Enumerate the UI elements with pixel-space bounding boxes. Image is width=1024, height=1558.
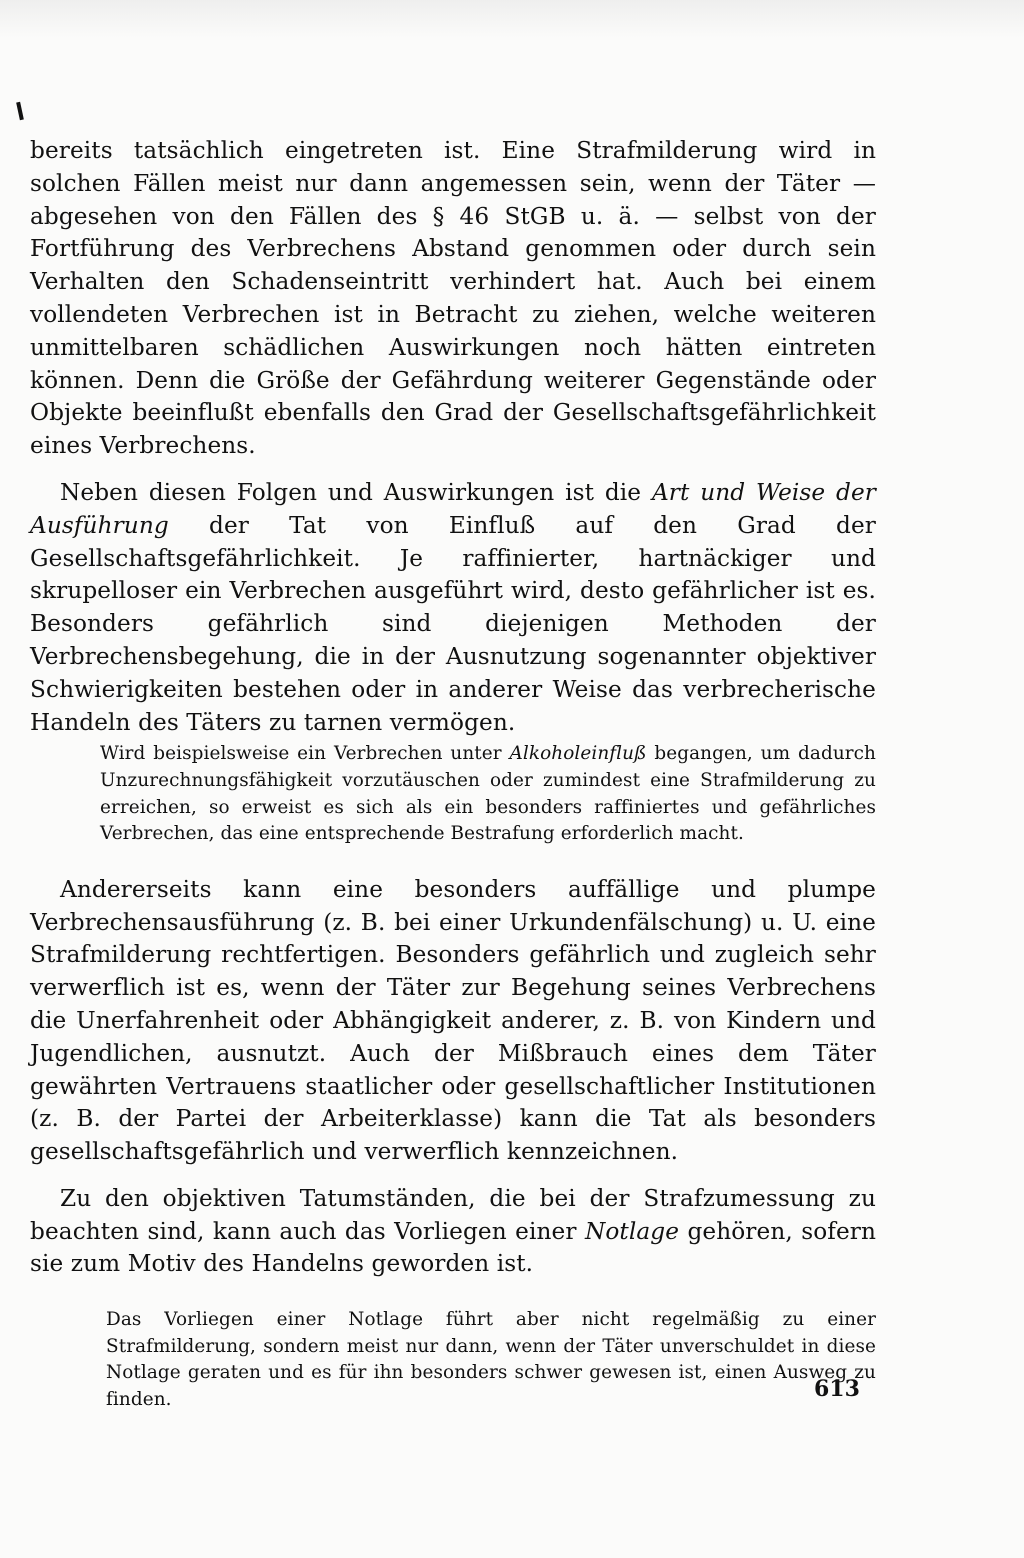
- paragraph-4-emphasis: Notlage: [584, 1217, 680, 1245]
- body-text: [30, 135, 876, 1414]
- paragraph-4: [30, 1183, 876, 1281]
- footnote-notlage: Das Vorliegen einer Notlage führt aber nicht regelmäßig zu einer Strafmilderung, sondern meist nur dann, wenn der Täter unverschuldet in diese Notlage geraten und es für ihn besonders schwer gewesen ist, einen Ausweg zu finden.: [106, 1309, 876, 1411]
- scan-edge-shading: [0, 0, 1024, 38]
- paragraph-2-start: Neben diesen Folgen und Auswirkungen ist die: [60, 478, 652, 506]
- paragraph-1: bereits tatsächlich eingetreten ist. Eine Strafmilderung wird in solchen Fällen meist nur dann angemessen sein, wenn der Täter — abgesehen von den Fällen des § 46 StGB u. ä. — selbst von der Fortführung des Verbrechens Abstand genommen oder durch sein Verhalten den Schadenseintritt verhindert hat. Auch bei einem vollendeten Verbrechen ist in Betracht zu ziehen, welche weiteren unmittelbaren schädlichen Auswirkungen noch hätten eintreten können. Denn die Größe der Gefährdung weiterer Gegenstände oder Objekte beeinflußt ebenfalls den Grad der Gesellschaftsgefährlichkeit eines Verbrechens.: [30, 137, 876, 460]
- footnote-alkohol-emphasis: Alkoholeinfluß: [509, 743, 647, 765]
- paragraph-4-start: Zu den objektiven Tatumständen, die bei der Strafzumessung zu beachten sind, kann auch das Vorliegen einer: [30, 1184, 876, 1245]
- paragraph-2: [30, 477, 876, 739]
- paragraph-4-rest: gehören, sofern sie zum Motiv des Handelns geworden ist.: [30, 1217, 877, 1278]
- paragraph-3: Andererseits kann eine besonders auffällige und plumpe Verbrechensausführung (z. B. bei einer Urkundenfälschung) u. U. eine Strafmilderung rechtfertigen. Besonders gefährlich und zugleich sehr verwerflich ist es, wenn der Täter zur Begehung seines Verbrechens die Unerfahrenheit oder Abhängigkeit anderer, z. B. von Kindern und Jugendlichen, ausnutzt. Auch der Mißbrauch eines dem Täter gewährten Vertrauens staatlicher oder gesellschaftlicher Institutionen (z. B. der Partei der Arbeiterklasse) kann die Tat als besonders gesellschaftsgefährlich und verwerflich kennzeichnen.: [30, 875, 876, 1166]
- paragraph-2-rest: der Tat von Einfluß auf den Grad der Gesellschaftsgefährlichkeit. Je raffinierter, hartnäckiger und skrupelloser ein Verbrechen ausgeführt wird, desto gefährlicher ist es. Besonders gefährlich sind diejenigen Methoden der Verbrechensbegehung, die in der Ausnutzung sogenannter objektiver Schwierigkeiten bestehen oder in anderer Weise das verbrecherische Handeln des Täters zu tarnen vermögen.: [30, 511, 876, 736]
- margin-mark: [16, 102, 24, 120]
- paragraph-2-emphasis: Art und Weise der Ausführung: [30, 478, 876, 539]
- footnote-alkohol: [30, 741, 876, 847]
- footnote-alkohol-start: Wird beispielsweise ein Verbrechen unter: [100, 743, 510, 765]
- footnote-alkohol-rest: begangen, um dadurch Unzurechnungsfähigkeit vorzutäuschen oder zumindest eine Strafmilderung zu erreichen, so erweist es sich als ein besonders raffiniertes und gefährliches Verbrechen, das eine entsprechende Bestrafung erforderlich macht.: [100, 743, 877, 845]
- page-number: 613: [814, 1376, 860, 1402]
